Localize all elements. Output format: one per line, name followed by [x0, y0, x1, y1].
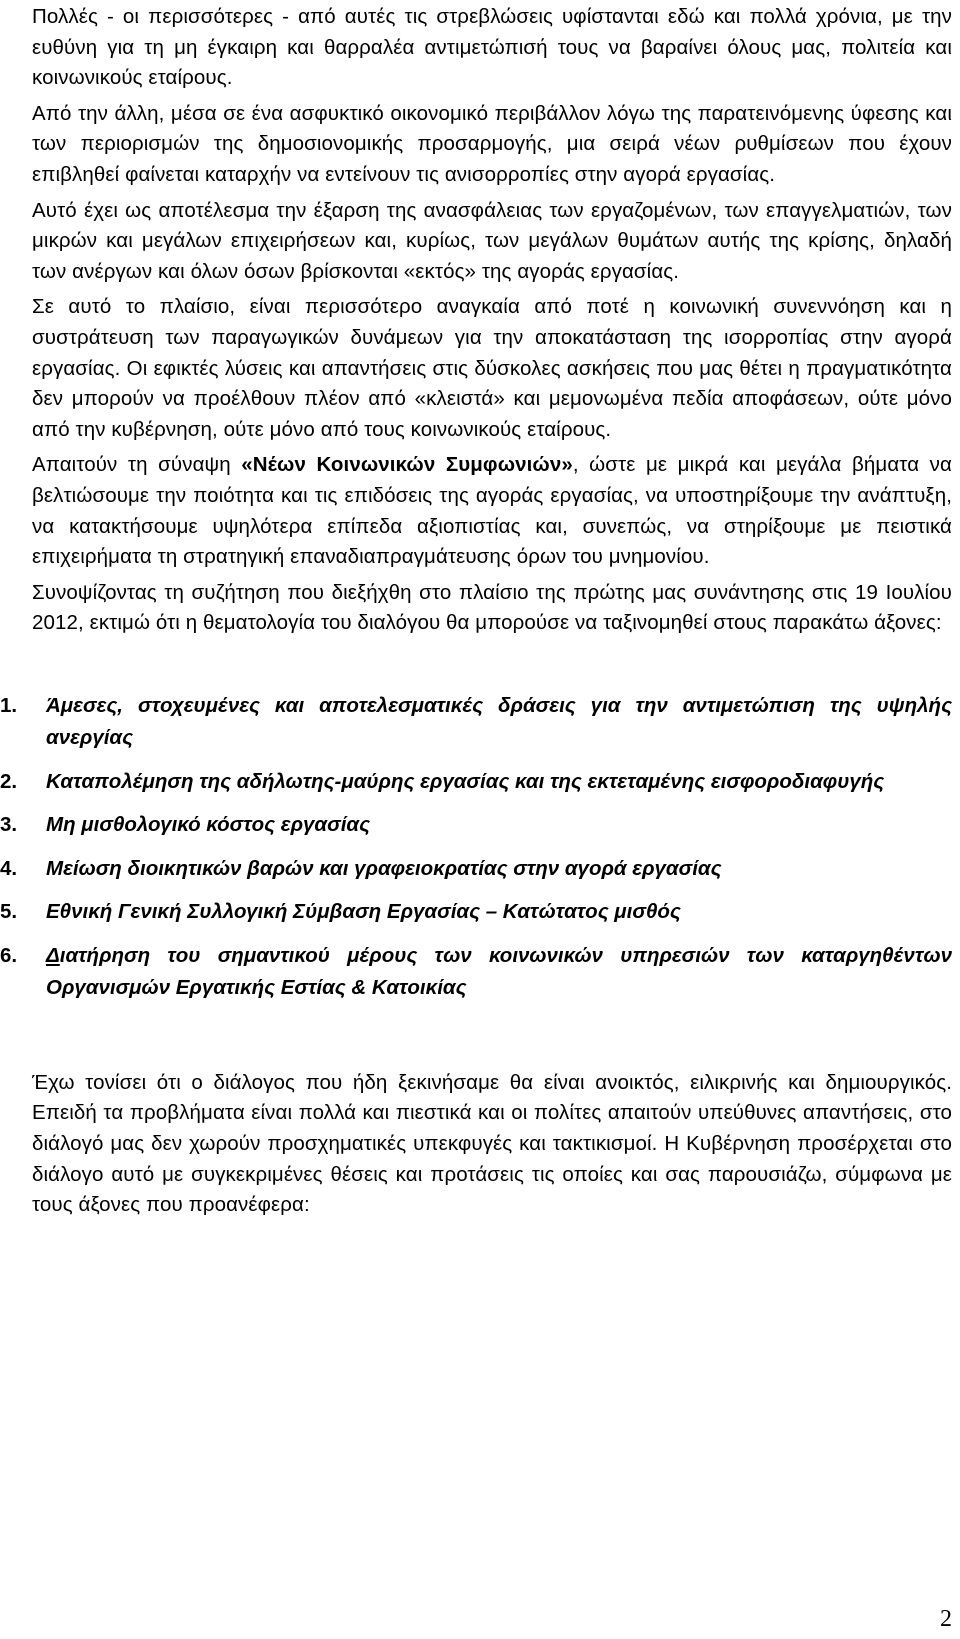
- page-number: 2: [940, 1606, 952, 1632]
- axis-item: [0, 940, 952, 1005]
- axis-text: Άμεσες, στοχευμένες και αποτελεσματικές δράσεις για την αντιμετώπιση της υψηλής ανεργίας: [46, 693, 952, 750]
- axes-list: [0, 690, 952, 1005]
- axis-number: 3.: [0, 813, 18, 837]
- axis-text-rest: ιατήρηση του σημαντικού μέρους των κοινωνικών υπηρεσιών των καταργηθέντων Οργανισμών Εργατικής Εστίας & Κατοικίας: [46, 943, 952, 1000]
- paragraph-insecurity: Αυτό έχει ως αποτέλεσμα την έξαρση της ανασφάλειας των εργαζομένων, των επαγγελματιών, των μικρών και μεγάλων επιχειρήσεων και, κυρίως, των μεγάλων θυμάτων αυτής της κρίσης, δηλαδή των ανέργων και όλων όσων βρίσκονται «εκτός» της αγοράς εργασίας.: [32, 198, 952, 283]
- spacer: [32, 644, 952, 690]
- axis-text: Καταπολέμηση της αδήλωτης-μαύρης εργασίας και της εκτεταμένης εισφοροδιαφυγής: [46, 769, 885, 793]
- document-body: [0, 2, 952, 1226]
- axis-text: Μείωση διοικητικών βαρών και γραφειοκρατίας στην αγορά εργασίας: [46, 856, 722, 880]
- paragraph-summary: Συνοψίζοντας τη συζήτηση που διεξήχθη στο πλαίσιο της πρώτης μας συνάντησης στις 19 Ιουλίου 2012, εκτιμώ ότι η θεματολογία του διαλόγου θα μπορούσε να ταξινομηθεί στους παρακάτω άξονες:: [32, 580, 952, 635]
- axis-text: [46, 940, 952, 1005]
- axis-text-underlined-initial: Δ: [46, 943, 60, 967]
- pacts-text-strong: «Νέων Κοινωνικών Συμφωνιών»: [241, 453, 573, 477]
- axis-number: 6.: [0, 943, 18, 967]
- paragraph-closing: Έχω τονίσει ότι ο διάλογος που ήδη ξεκινήσαμε θα είναι ανοικτός, ειλικρινής και δημιουργικός. Επειδή τα προβλήματα είναι πολλά και πιεστικά και οι πολίτες απαιτούν υπεύθυνες απαντήσεις, στο διάλογό μας δεν χωρούν προσχηματικές υπεκφυγές και τακτικισμοί. Η Κυβέρνηση προσέρχεται στο διάλογο αυτό με συγκεκριμένες θέσεις και προτάσεις τις οποίες και σας παρουσιάζω, σύμφωνα με τους άξονες που προανέφερα:: [32, 1070, 952, 1217]
- spacer: [32, 1016, 952, 1068]
- axis-number: 2.: [0, 769, 18, 793]
- paragraph-social-dialogue: Σε αυτό το πλαίσιο, είναι περισσότερο αναγκαία από ποτέ η κοινωνική συνεννόηση και η συστράτευση των παραγωγικών δυνάμεων για την αποκατάσταση της ισορροπίας στην αγορά εργασίας. Οι εφικτές λύσεις και απαντήσεις στις δύσκολες ασκήσεις που μας θέτει η πραγματικότητα δεν μπορούν να προέλθουν πλέον από «κλειστά» και μεμονωμένα πεδία αποφάσεων, ούτε μόνο από την κυβέρνηση, ούτε μόνο από τους κοινωνικούς εταίρους.: [32, 295, 952, 441]
- axis-text: Μη μισθολογικό κόστος εργασίας: [46, 813, 371, 837]
- axis-number: 4.: [0, 856, 18, 880]
- axis-number: 5.: [0, 900, 18, 924]
- paragraph-distortions: Πολλές - οι περισσότερες - από αυτές τις στρεβλώσεις υφίστανται εδώ και πολλά χρόνια, με την ευθύνη για τη μη έγκαιρη και θαρραλέα αντιμετώπισή τους να βαραίνει όλους μας, πολιτεία και κοινωνικούς εταίρους.: [32, 5, 952, 90]
- paragraph-social-pacts: [32, 450, 952, 572]
- axis-text: Εθνική Γενική Συλλογική Σύμβαση Εργασίας – Κατώτατος μισθός: [46, 900, 681, 924]
- pacts-text-after: , ώστε με μικρά και μεγάλα βήματα να βελτιώσουμε την ποιότητα και τις επιδόσεις της αγοράς εργασίας, να υποστηρίξουμε την ανάπτυξη, να κατακτήσουμε υψηλότερα επίπεδα αξιοπιστίας και, συνεπώς, να στηρίξουμε με πειστικά επιχειρήματα τη στρατηγική επαναδιαπραγμάτευσης όρων του μνημονίου.: [32, 453, 952, 569]
- paragraph-economic-environment: Από την άλλη, μέσα σε ένα ασφυκτικό οικονομικό περιβάλλον λόγω της παρατεινόμενης ύφεσης και των περιορισμών της δημοσιονομικής προσαρμογής, μια σειρά νέων ρυθμίσεων που έχουν επιβληθεί φαίνεται καταρχήν να εντείνουν τις ανισορροπίες στην αγορά εργασίας.: [32, 101, 952, 186]
- axis-item: [0, 853, 952, 886]
- axis-item: [0, 896, 952, 929]
- axis-item: [0, 809, 952, 842]
- axis-number: 1.: [0, 693, 18, 717]
- axis-item: [0, 690, 952, 755]
- axis-item: [0, 766, 952, 799]
- pacts-text-before: Απαιτούν τη σύναψη: [32, 453, 242, 477]
